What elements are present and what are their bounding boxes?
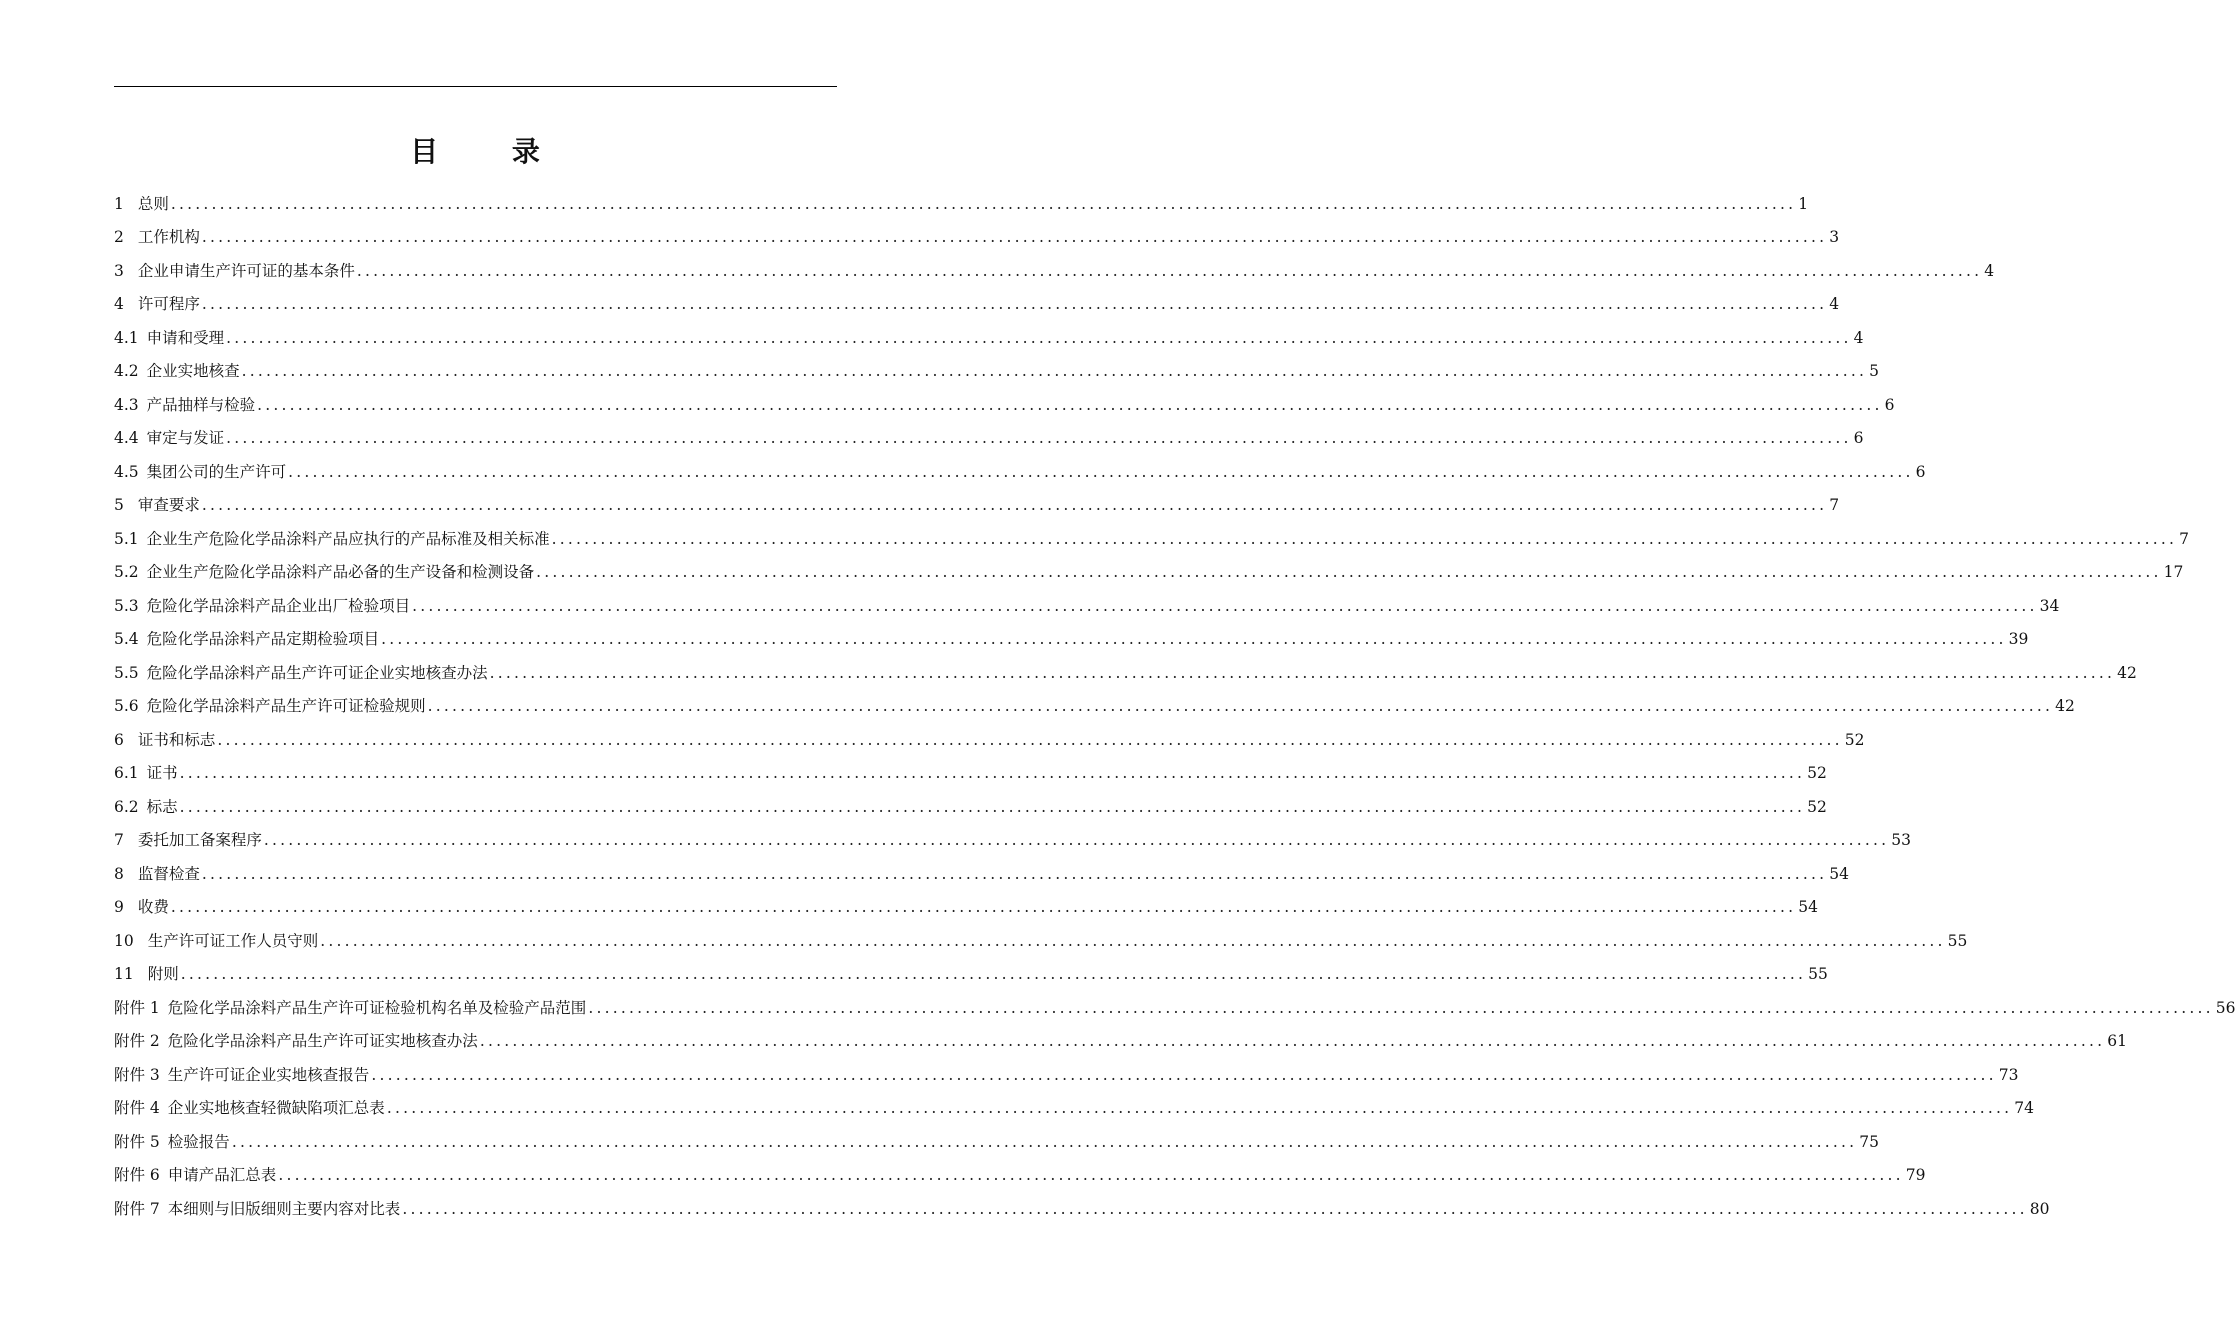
toc-leader-dots: ........................................................................................................................................................................................................ <box>263 831 1890 849</box>
toc-entry-label: 本细则与旧版细则主要内容对比表 <box>167 1199 401 1218</box>
toc-leader-dots: ........................................................................................................................................................................................................ <box>201 864 1828 883</box>
toc-entry-number: 4.5 <box>114 462 139 481</box>
toc-list <box>114 180 2235 1219</box>
toc-entry-number: 8 <box>114 864 124 883</box>
toc-leader-dots: ........................................................................................................................................................................................................ <box>179 797 1806 816</box>
toc-entry[interactable] <box>114 247 1995 281</box>
toc-leader-dots: ........................................................................................................................................................................................................ <box>412 596 2038 615</box>
header-rule <box>114 86 837 87</box>
toc-entry-number: 3 <box>114 261 124 280</box>
toc-entry[interactable] <box>114 917 1968 951</box>
toc-leader-dots: ........................................................................................................................................................................................................ <box>427 697 2054 715</box>
toc-entry-page: 6 <box>1884 395 1895 414</box>
toc-entry-page: 3 <box>1829 228 1840 246</box>
toc-entry-number: 4.3 <box>114 395 139 414</box>
toc-leader-dots: ........................................................................................................................................................................................................ <box>288 462 1914 481</box>
toc-entry-number: 11 <box>114 965 134 983</box>
toc-entry-label: 证书和标志 <box>137 730 216 749</box>
toc-entry[interactable] <box>114 951 1828 985</box>
toc-leader-dots: ........................................................................................................................................................................................................ <box>536 563 2162 581</box>
toc-leader-dots: ........................................................................................................................................................................................................ <box>241 362 1868 380</box>
toc-entry[interactable] <box>114 716 1865 750</box>
toc-entry-label: 危险化学品涂料产品生产许可证检验规则 <box>146 697 426 715</box>
toc-entry-page: 73 <box>1998 1065 2019 1084</box>
toc-leader-dots: ........................................................................................................................................................................................................ <box>201 295 1828 313</box>
toc-entry-number: 9 <box>114 898 124 916</box>
toc-entry[interactable] <box>114 448 1926 482</box>
toc-entry-page: 39 <box>2008 630 2029 648</box>
toc-entry-label: 标志 <box>146 797 178 816</box>
toc-entry-label: 委托加工备案程序 <box>137 831 262 849</box>
toc-entry-page: 80 <box>2029 1199 2050 1218</box>
toc-entry[interactable] <box>114 884 1819 918</box>
toc-entry-label: 生产许可证企业实地核查报告 <box>167 1065 370 1084</box>
toc-entry-page: 56 <box>2215 998 2235 1017</box>
toc-leader-dots: ........................................................................................................................................................................................................ <box>201 228 1828 246</box>
toc-leader-dots: ........................................................................................................................................................................................................ <box>179 764 1806 782</box>
toc-entry-page: 74 <box>2014 1099 2034 1117</box>
toc-entry-label: 危险化学品涂料产品生产许可证实地核查办法 <box>167 1032 478 1050</box>
toc-entry-page: 55 <box>1947 931 1968 950</box>
toc-entry[interactable] <box>114 214 1840 248</box>
toc-entry-number: 5 <box>114 496 124 514</box>
toc-leader-dots: ........................................................................................................................................................................................................ <box>479 1032 2106 1050</box>
toc-leader-dots: ........................................................................................................................................................................................................ <box>356 261 1983 280</box>
toc-leader-dots: ........................................................................................................................................................................................................ <box>226 328 1852 347</box>
toc-entry-page: 7 <box>1829 496 1840 514</box>
toc-entry[interactable] <box>114 850 1850 884</box>
toc-entry-label: 企业实地核查 <box>146 362 240 380</box>
toc-entry[interactable] <box>114 683 2075 717</box>
toc-entry[interactable] <box>114 381 1895 415</box>
toc-entry[interactable] <box>114 984 2235 1018</box>
toc-entry[interactable] <box>114 616 2029 650</box>
toc-entry[interactable] <box>114 281 1840 315</box>
toc-entry-page: 1 <box>1798 194 1809 213</box>
toc-entry-page: 5 <box>1869 362 1879 380</box>
toc-leader-dots: ........................................................................................................................................................................................................ <box>180 965 1807 983</box>
toc-entry-page: 52 <box>1807 764 1827 782</box>
toc-entry-page: 79 <box>1905 1166 1926 1184</box>
toc-entry-label: 企业生产危险化学品涂料产品应执行的产品标准及相关标准 <box>146 529 550 548</box>
toc-entry-label: 证书 <box>146 764 178 782</box>
toc-entry[interactable] <box>114 817 1912 851</box>
toc-entry-number: 附件 5 <box>114 1132 160 1151</box>
toc-entry-page: 53 <box>1891 831 1912 849</box>
toc-entry-label: 申请和受理 <box>146 328 225 347</box>
toc-entry-label: 申请产品汇总表 <box>167 1166 277 1184</box>
toc-entry-page: 52 <box>1844 730 1865 749</box>
toc-entry-number: 7 <box>114 831 124 849</box>
toc-leader-dots: ........................................................................................................................................................................................................ <box>320 931 1946 950</box>
toc-leader-dots: ........................................................................................................................................................................................................ <box>588 998 2214 1017</box>
toc-entry[interactable] <box>114 314 1864 348</box>
toc-entry-label: 审查要求 <box>137 496 200 514</box>
toc-entry[interactable] <box>114 482 1840 516</box>
toc-entry-number: 2 <box>114 228 124 246</box>
toc-entry[interactable] <box>114 1185 2050 1219</box>
toc-entry-number: 5.1 <box>114 529 139 548</box>
toc-leader-dots: ........................................................................................................................................................................................................ <box>371 1065 1997 1084</box>
toc-entry-label: 企业生产危险化学品涂料产品必备的生产设备和检测设备 <box>146 563 535 581</box>
toc-entry-label: 产品抽样与检验 <box>146 395 256 414</box>
toc-leader-dots: ........................................................................................................................................................................................................ <box>257 395 1883 414</box>
toc-entry-label: 总则 <box>137 194 169 213</box>
toc-entry-number: 附件 3 <box>114 1065 160 1084</box>
toc-entry-label: 检验报告 <box>167 1132 230 1151</box>
toc-entry-label: 集团公司的生产许可 <box>146 462 287 481</box>
toc-entry-label: 附则 <box>147 965 179 983</box>
toc-entry-number: 5.3 <box>114 596 139 615</box>
toc-leader-dots: ........................................................................................................................................................................................................ <box>226 429 1852 447</box>
toc-entry[interactable] <box>114 1018 2127 1052</box>
toc-entry-number: 5.6 <box>114 697 139 715</box>
toc-entry-number: 附件 4 <box>114 1099 160 1117</box>
toc-entry-number: 附件 6 <box>114 1166 160 1184</box>
toc-entry-page: 75 <box>1859 1132 1879 1151</box>
toc-entry-number: 6.1 <box>114 764 139 782</box>
toc-entry-number: 4.4 <box>114 429 139 447</box>
toc-leader-dots: ........................................................................................................................................................................................................ <box>170 898 1797 916</box>
toc-leader-dots: ........................................................................................................................................................................................................ <box>231 1132 1858 1151</box>
toc-entry[interactable] <box>114 549 2184 583</box>
toc-entry[interactable] <box>114 649 2137 683</box>
toc-entry-page: 42 <box>2055 697 2075 715</box>
toc-leader-dots: ........................................................................................................................................................................................................ <box>551 529 2178 548</box>
toc-entry[interactable] <box>114 348 1879 382</box>
toc-entry-number: 附件 2 <box>114 1032 160 1050</box>
toc-entry[interactable] <box>114 180 1809 214</box>
toc-entry-label: 审定与发证 <box>146 429 225 447</box>
toc-entry-page: 6 <box>1853 429 1864 447</box>
toc-entry-page: 54 <box>1798 898 1819 916</box>
toc-entry-number: 6.2 <box>114 797 139 816</box>
page-title: 目 录 <box>410 135 572 168</box>
toc-entry-label: 危险化学品涂料产品生产许可证检验机构名单及检验产品范围 <box>167 998 587 1017</box>
toc-leader-dots: ........................................................................................................................................................................................................ <box>381 630 2007 648</box>
toc-entry-page: 52 <box>1807 797 1827 816</box>
toc-entry-label: 危险化学品涂料产品企业出厂检验项目 <box>146 596 411 615</box>
toc-leader-dots: ........................................................................................................................................................................................................ <box>278 1166 1904 1184</box>
toc-entry[interactable] <box>114 783 1827 817</box>
toc-entry-label: 企业实地核查轻微缺陷项汇总表 <box>167 1099 385 1117</box>
toc-entry[interactable] <box>114 415 1864 449</box>
toc-entry-label: 生产许可证工作人员守则 <box>147 931 319 950</box>
toc-entry-number: 附件 7 <box>114 1199 160 1218</box>
toc-leader-dots: ........................................................................................................................................................................................................ <box>402 1199 2028 1218</box>
toc-leader-dots: ........................................................................................................................................................................................................ <box>170 194 1797 213</box>
toc-entry-page: 42 <box>2117 663 2137 682</box>
toc-entry-label: 危险化学品涂料产品定期检验项目 <box>146 630 380 648</box>
toc-entry-page: 7 <box>2179 529 2189 548</box>
toc-entry-label: 许可程序 <box>137 295 200 313</box>
toc-entry-page: 54 <box>1829 864 1850 883</box>
toc-entry-label: 危险化学品涂料产品生产许可证企业实地核查办法 <box>146 663 488 682</box>
toc-entry[interactable] <box>114 1118 1879 1152</box>
toc-entry[interactable] <box>114 1085 2034 1119</box>
toc-entry-number: 6 <box>114 730 124 749</box>
toc-entry-number: 1 <box>114 194 124 213</box>
toc-entry-label: 工作机构 <box>137 228 200 246</box>
toc-entry-number: 4.2 <box>114 362 139 380</box>
toc-entry-page: 4 <box>1984 261 1995 280</box>
toc-entry-page: 4 <box>1853 328 1864 347</box>
toc-entry-number: 4.1 <box>114 328 139 347</box>
toc-entry-page: 4 <box>1829 295 1840 313</box>
toc-entry[interactable] <box>114 750 1827 784</box>
toc-entry-number: 附件 1 <box>114 998 160 1017</box>
toc-entry[interactable] <box>114 1152 1926 1186</box>
toc-entry-page: 34 <box>2039 596 2060 615</box>
toc-entry-page: 17 <box>2163 563 2184 581</box>
toc-entry-number: 4 <box>114 295 124 313</box>
toc-leader-dots: ........................................................................................................................................................................................................ <box>201 496 1828 514</box>
toc-entry-page: 61 <box>2107 1032 2127 1050</box>
toc-entry-label: 监督检查 <box>137 864 200 883</box>
toc-entry-page: 6 <box>1915 462 1926 481</box>
toc-entry[interactable] <box>114 1051 2019 1085</box>
toc-entry[interactable] <box>114 515 2189 549</box>
toc-entry-page: 55 <box>1808 965 1828 983</box>
toc-entry[interactable] <box>114 582 2060 616</box>
toc-entry-number: 10 <box>114 931 134 950</box>
toc-entry-number: 5.2 <box>114 563 139 581</box>
toc-entry-label: 收费 <box>137 898 169 916</box>
toc-entry-number: 5.4 <box>114 630 139 648</box>
toc-leader-dots: ........................................................................................................................................................................................................ <box>386 1099 2013 1117</box>
toc-leader-dots: ........................................................................................................................................................................................................ <box>217 730 1843 749</box>
toc-entry-label: 企业申请生产许可证的基本条件 <box>137 261 355 280</box>
toc-entry-number: 5.5 <box>114 663 139 682</box>
toc-leader-dots: ........................................................................................................................................................................................................ <box>489 663 2116 682</box>
